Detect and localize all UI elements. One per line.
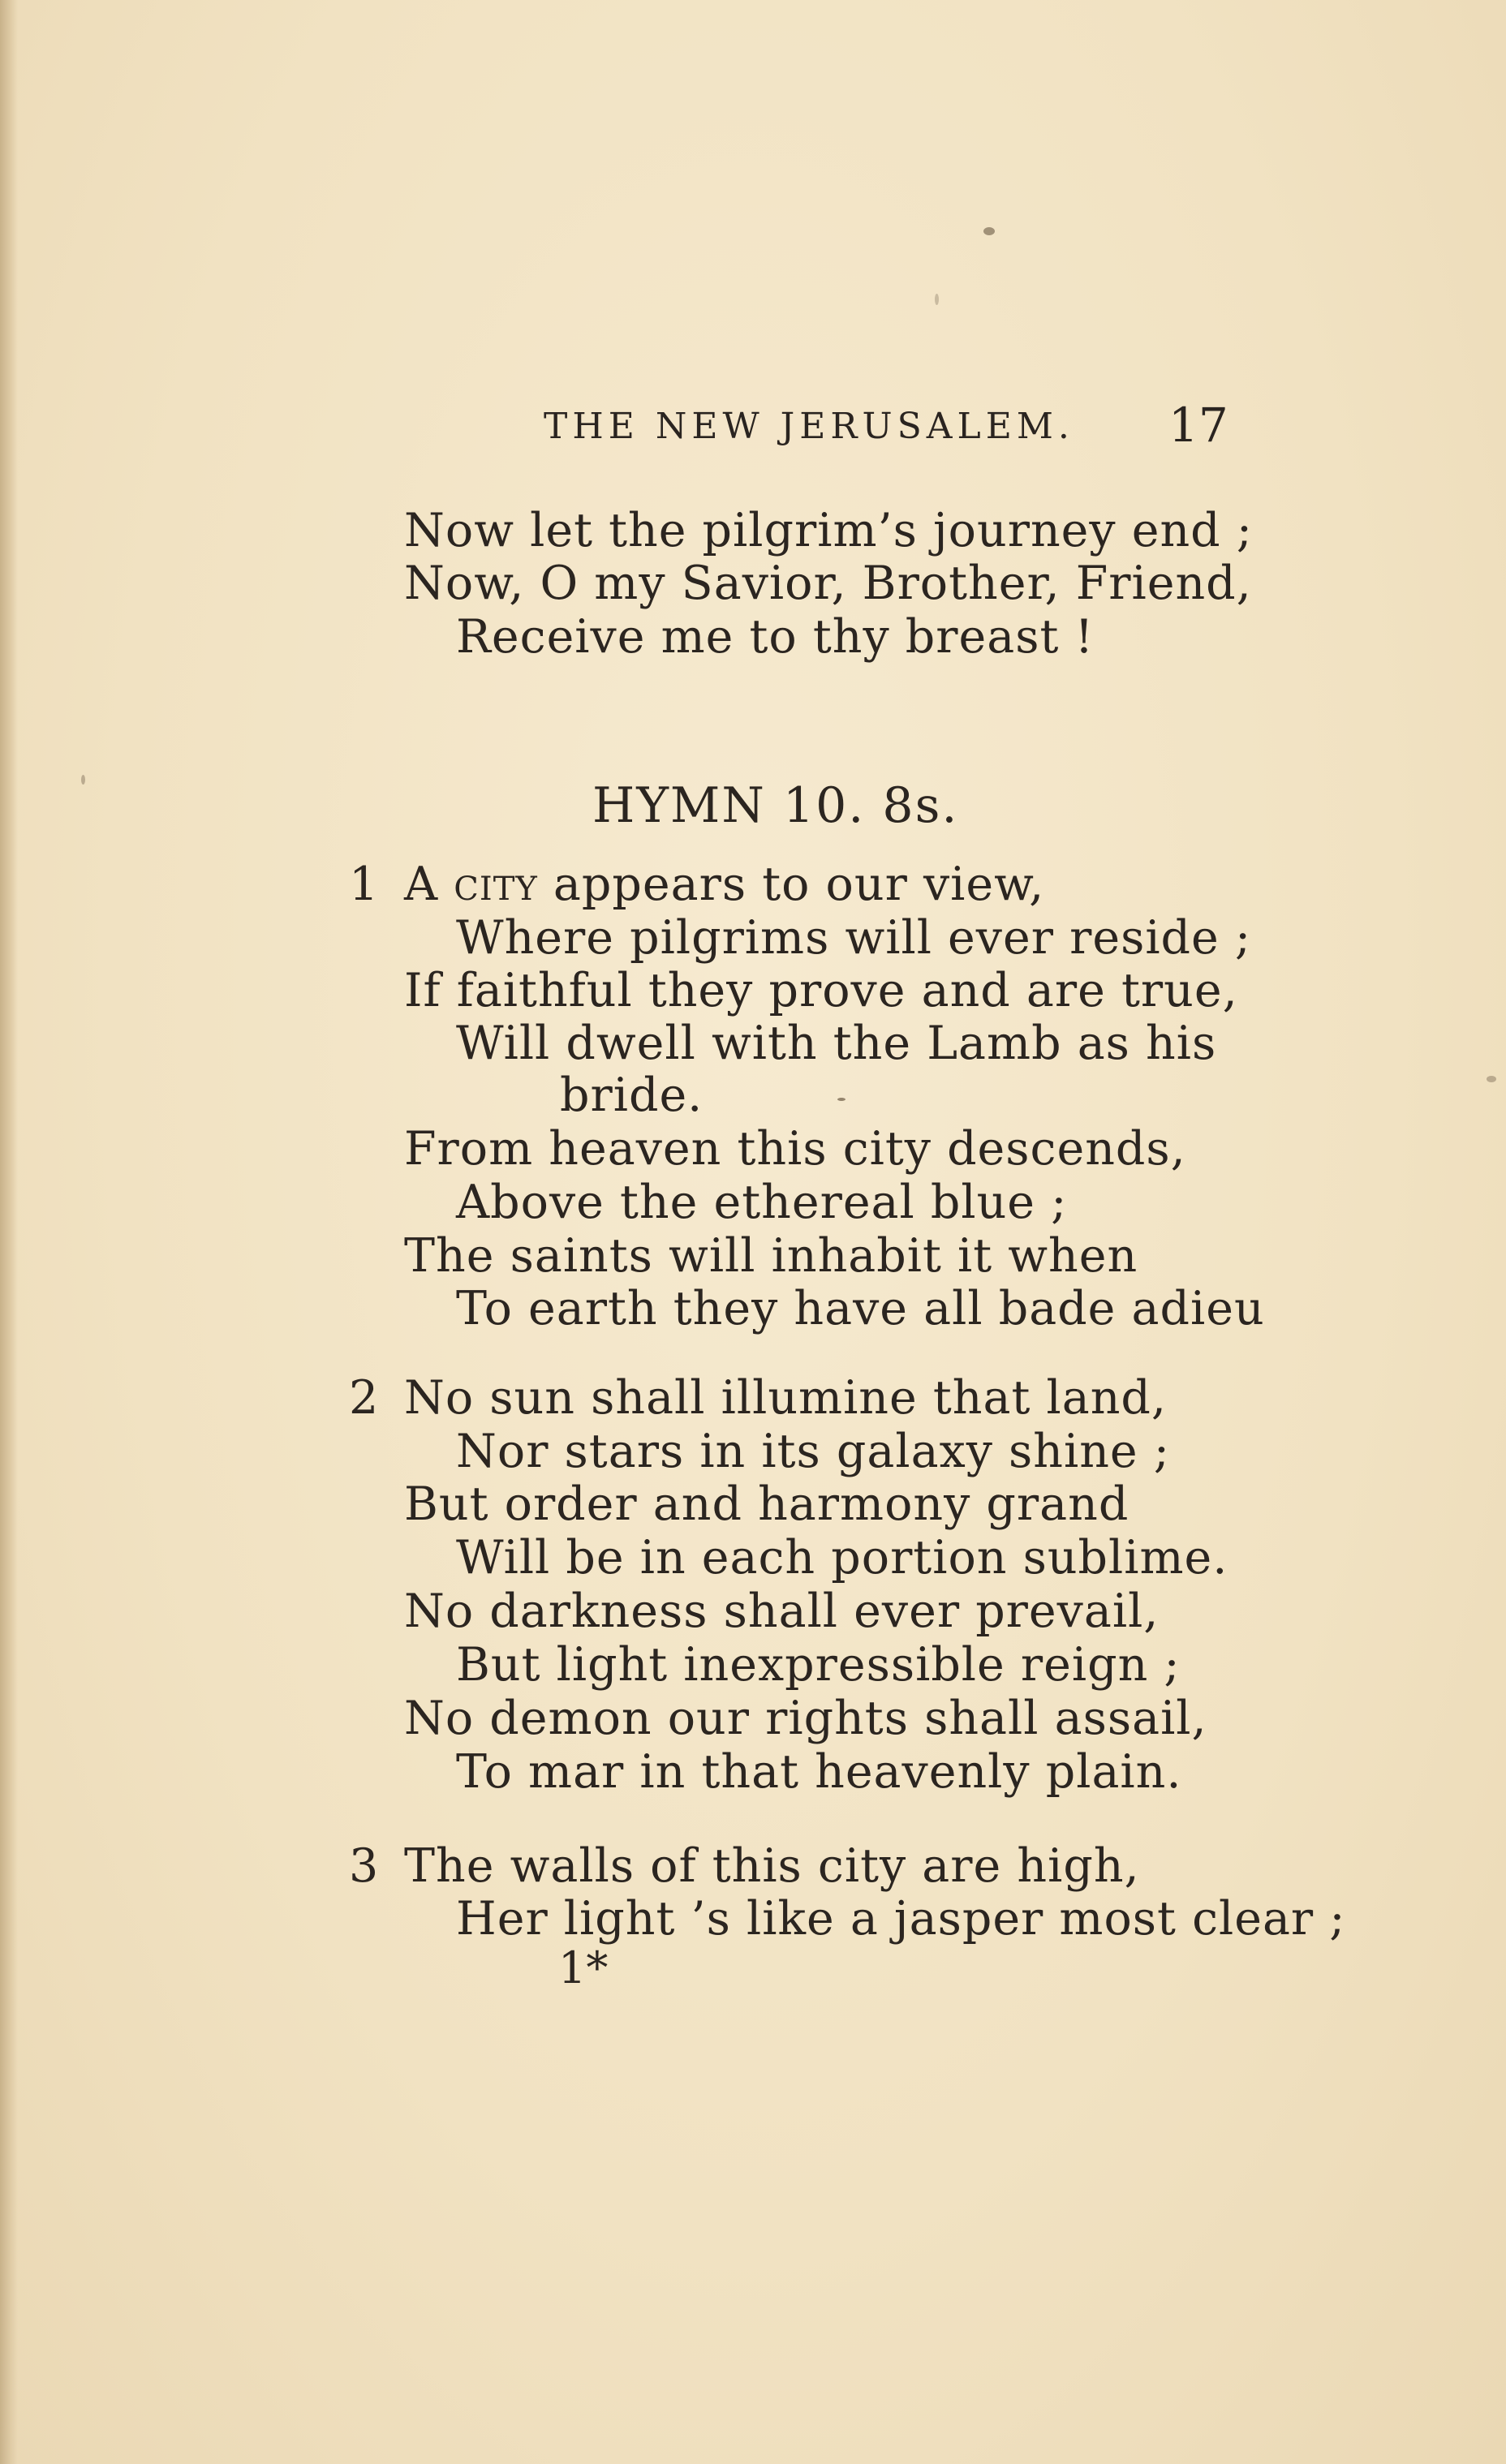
page-gutter-shadow (0, 0, 18, 2464)
verse-line: The walls of this city are high, (404, 1839, 1140, 1893)
prev-hymn-line: Now, O my Savior, Brother, Friend, (404, 557, 1252, 610)
signature-mark: 1* (558, 1942, 609, 1993)
paper-speck (81, 775, 85, 785)
verse-line: Her light ’s like a jasper most clear ; (456, 1892, 1346, 1946)
verse-line: Above the ethereal blue ; (456, 1176, 1068, 1229)
verse-number: 3 (349, 1839, 379, 1893)
verse-line: To mar in that heavenly plain. (456, 1745, 1182, 1799)
first-line-rest: appears to our view, (537, 858, 1045, 911)
verse-number: 2 (349, 1371, 379, 1425)
paper-speck (935, 294, 939, 305)
verse-line (404, 858, 1045, 911)
verse-line: From heaven this city descends, (404, 1122, 1186, 1176)
verse-number: 1 (349, 858, 379, 911)
page-number: 17 (1168, 398, 1228, 453)
first-word: A (404, 858, 439, 911)
verse-line: bride. (560, 1069, 704, 1122)
verse-line: Will be in each portion sublime. (456, 1531, 1228, 1585)
verse-line: If faithful they prove and are true, (404, 964, 1238, 1017)
first-word-small-caps: city (454, 858, 538, 911)
prev-hymn-line: Now let the pilgrim’s journey end ; (404, 504, 1253, 557)
verse-line: No demon our rights shall assail, (404, 1692, 1207, 1745)
prev-hymn-line: Receive me to thy breast ! (456, 610, 1095, 664)
verse-line: Will dwell with the Lamb as his (456, 1017, 1217, 1070)
verse-line: But order and harmony grand (404, 1477, 1130, 1531)
verse-line: Where pilgrims will ever reside ; (456, 911, 1252, 965)
verse-line: To earth they have all bade adieu (456, 1282, 1265, 1335)
verse-line: No darkness shall ever prevail, (404, 1585, 1160, 1638)
verse-line: Nor stars in its galaxy shine ; (456, 1425, 1170, 1478)
verse-line: The saints will inhabit it when (404, 1229, 1138, 1283)
running-head: THE NEW JERUSALEM. (544, 406, 1074, 447)
paper-speck (1487, 1076, 1496, 1082)
hymn-title: HYMN 10. 8s. (592, 777, 959, 834)
paper-speck (983, 227, 995, 235)
verse-line: No sun shall illumine that land, (404, 1371, 1168, 1425)
verse-line: But light inexpressible reign ; (456, 1638, 1181, 1692)
paper-speck (837, 1098, 846, 1101)
